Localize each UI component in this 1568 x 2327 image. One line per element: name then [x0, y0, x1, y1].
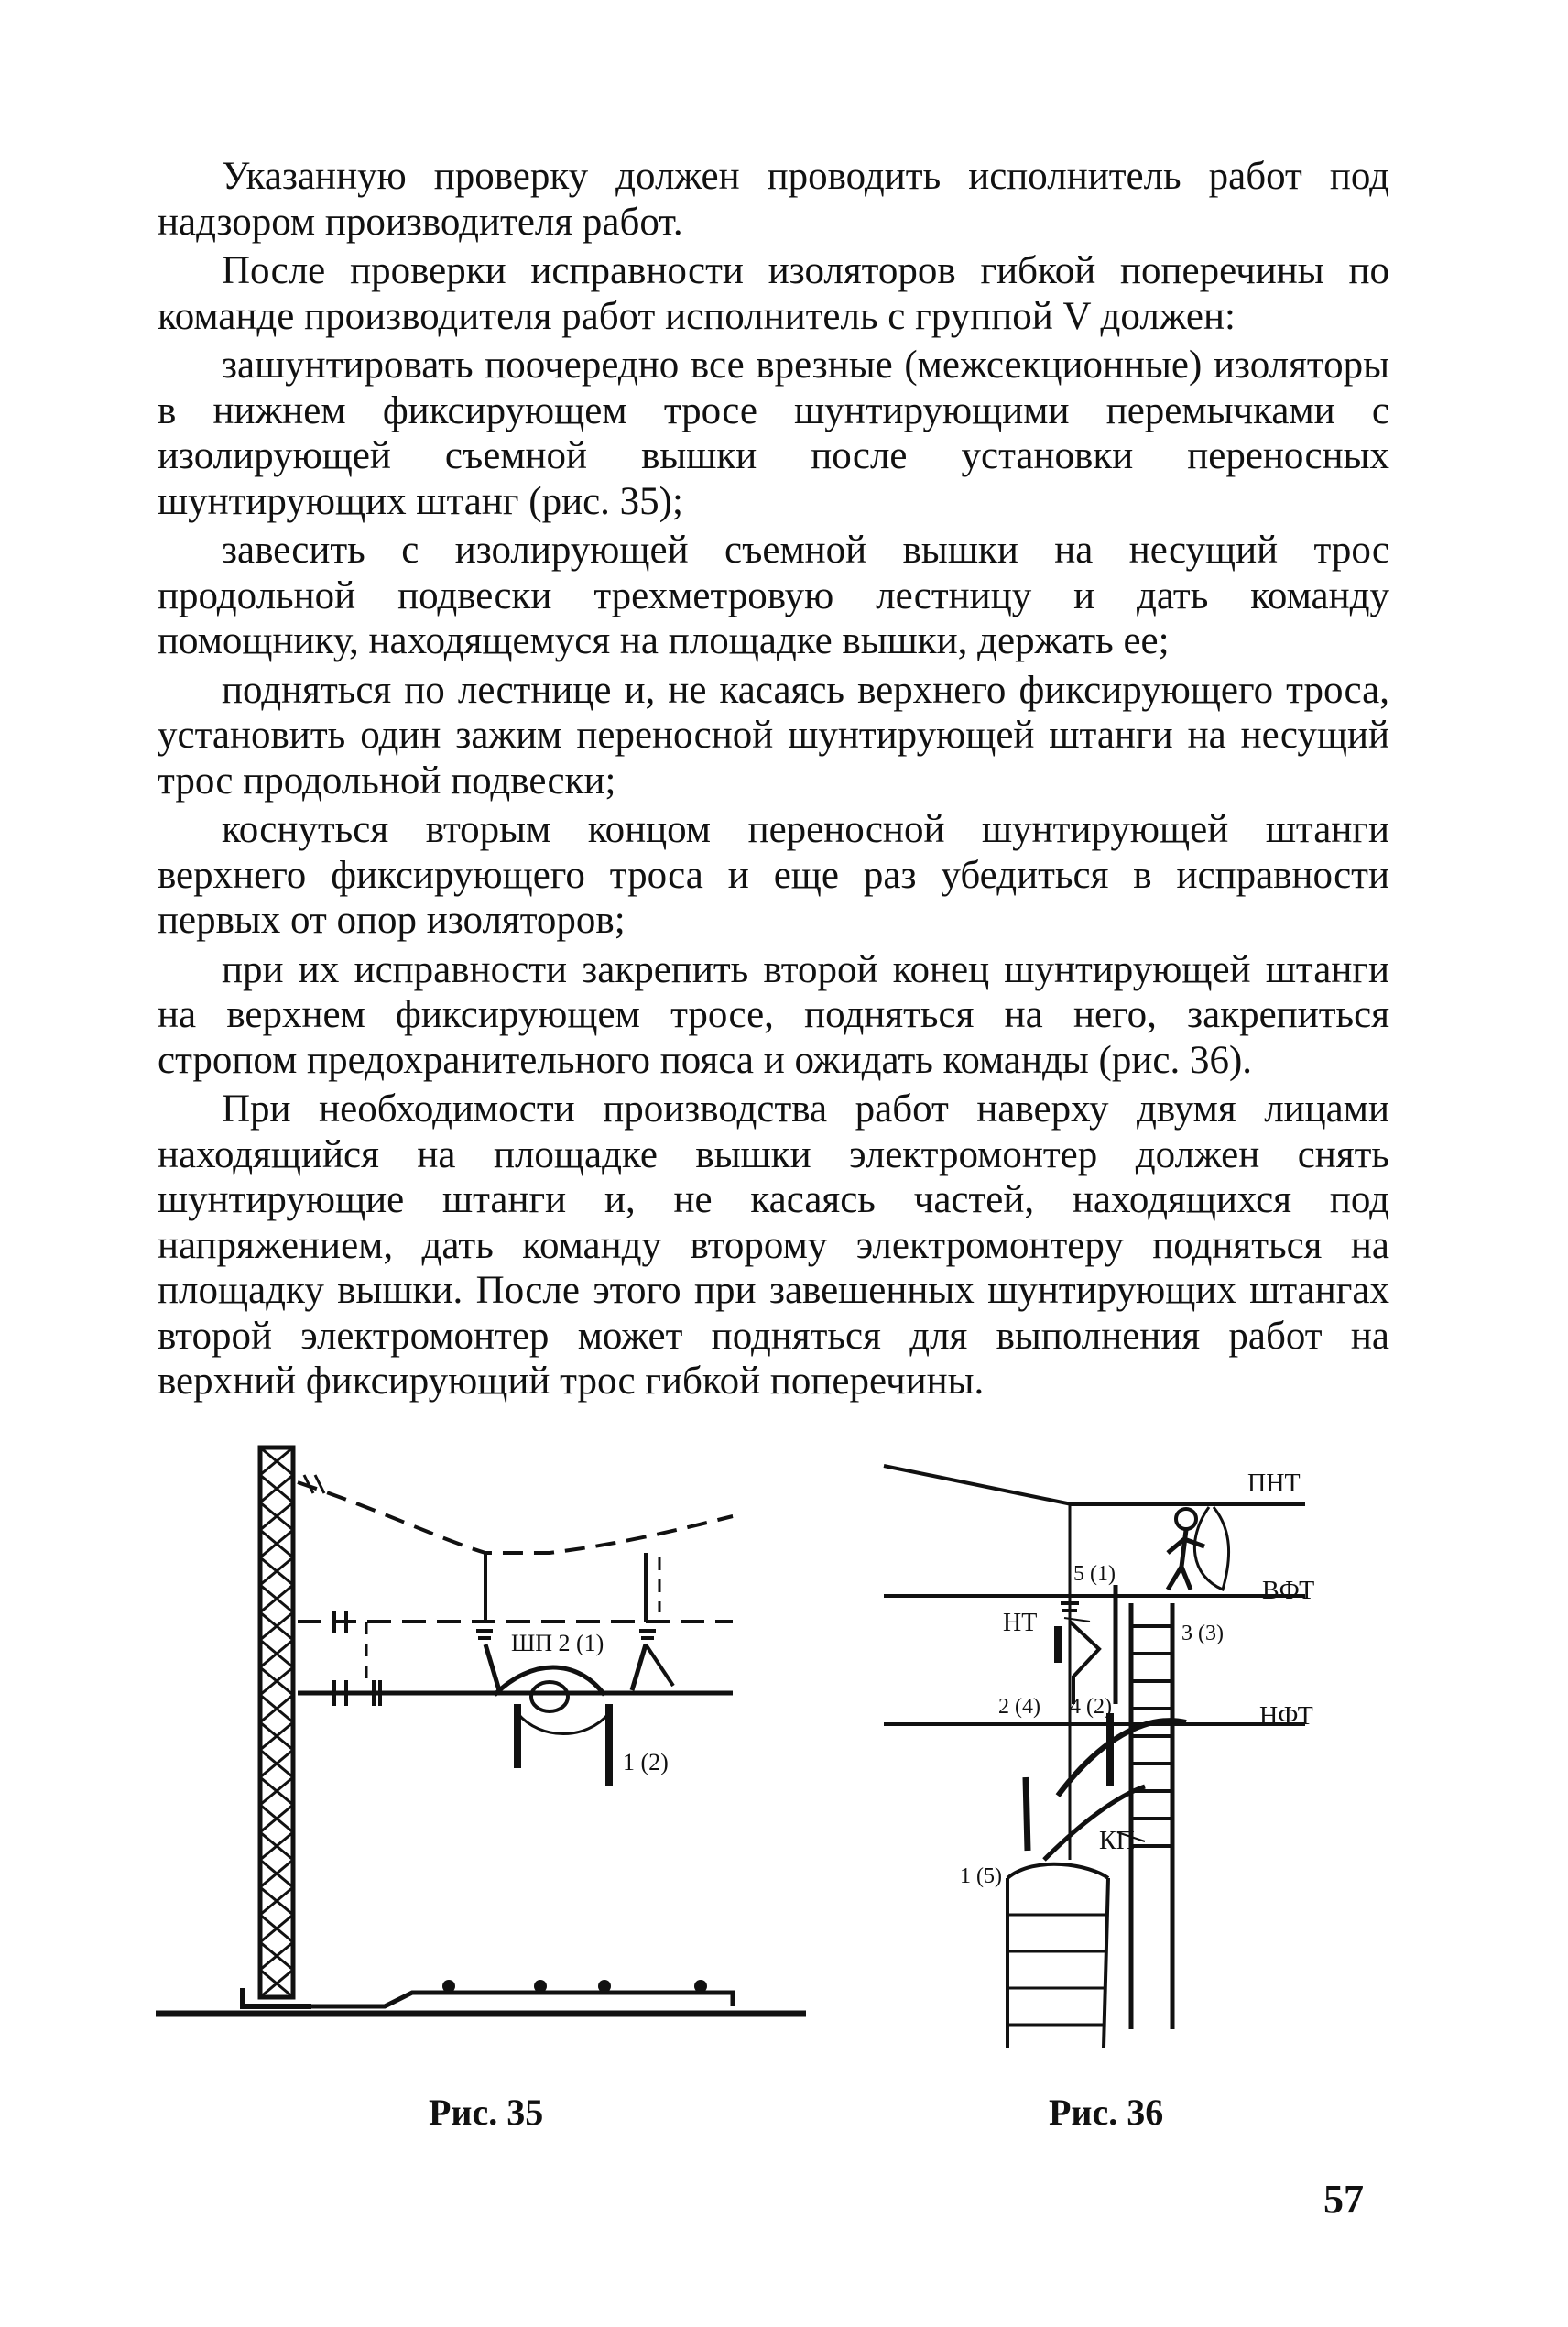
paragraph: при их исправности закрепить второй конец шунтирующей штанги на верхнем фиксирующем тросе, подняться на него, закрепиться стропом предохранительного пояса и ожидать команды (рис. 36). — [158, 947, 1389, 1082]
figure-36-drawing — [870, 1438, 1346, 2052]
label-1-5: 1 (5) — [960, 1864, 1002, 1888]
label-pnt: ПНТ — [1247, 1469, 1301, 1498]
label-3-3: 3 (3) — [1181, 1622, 1224, 1645]
figure-36-caption: Рис. 36 — [1049, 2092, 1164, 2133]
label-nt: НТ — [1003, 1609, 1038, 1637]
label-2-4: 2 (4) — [998, 1695, 1040, 1719]
figure-35-caption: Рис. 35 — [429, 2092, 544, 2133]
lattice-mast — [260, 1448, 293, 1997]
label-bar: 1 (2) — [623, 1749, 669, 1775]
figure-35-drawing — [147, 1438, 824, 2025]
label-kp: КП — [1099, 1827, 1135, 1855]
paragraph: подняться по лестнице и, не касаясь верхнего фиксирующего троса, установить один зажим переносной шунтирующей штанги на несущий трос продольной подвески; — [158, 668, 1389, 803]
paragraph: При необходимости производства работ наверху двумя лицами находящийся на площадке вышки электромонтер должен снять шунтирующие штанги и, не касаясь частей, находящихся под напряжением, дать команду второму электромонтеру подняться на площадку вышки. После этого при завешенных шунтирующих штангах второй электромонтер может подняться для выполнения работ на верхний фиксирующий трос гибкой поперечины. — [158, 1087, 1389, 1403]
page-number: 57 — [1323, 2177, 1364, 2222]
paragraph: завесить с изолирующей съемной вышки на несущий трос продольной подвески трехметровую лестницу и дать команду помощнику, находящемуся на площадке вышки, держать ее; — [158, 529, 1389, 662]
figure-35 — [147, 1438, 824, 2025]
paragraph: Указанную проверку должен проводить исполнитель работ под надзором производителя работ. — [158, 155, 1389, 244]
paragraph: зашунтировать поочередно все врезные (межсекционные) изоляторы в нижнем фиксирующем тросе шунтирующими перемычками с изолирующей съемной вышки после установки переносных шунтирующих штанг (рис. 35); — [158, 344, 1389, 523]
paragraph: коснуться вторым концом переносной шунтирующей штанги верхнего фиксирующего троса и еще раз убедиться в исправности первых от опор изоляторов; — [158, 808, 1389, 942]
label-nft: НФТ — [1259, 1702, 1313, 1731]
paragraph: После проверки исправности изоляторов гибкой поперечины по команде производителя работ исполнитель с группой V должен: — [158, 249, 1389, 338]
label-vft: ВФТ — [1262, 1577, 1315, 1605]
label-4-2: 4 (2) — [1070, 1695, 1112, 1719]
label-5-1: 5 (1) — [1073, 1562, 1116, 1586]
body-text — [158, 154, 1389, 1408]
label-shp: ШП 2 (1) — [511, 1630, 604, 1656]
figure-36 — [870, 1438, 1346, 2052]
